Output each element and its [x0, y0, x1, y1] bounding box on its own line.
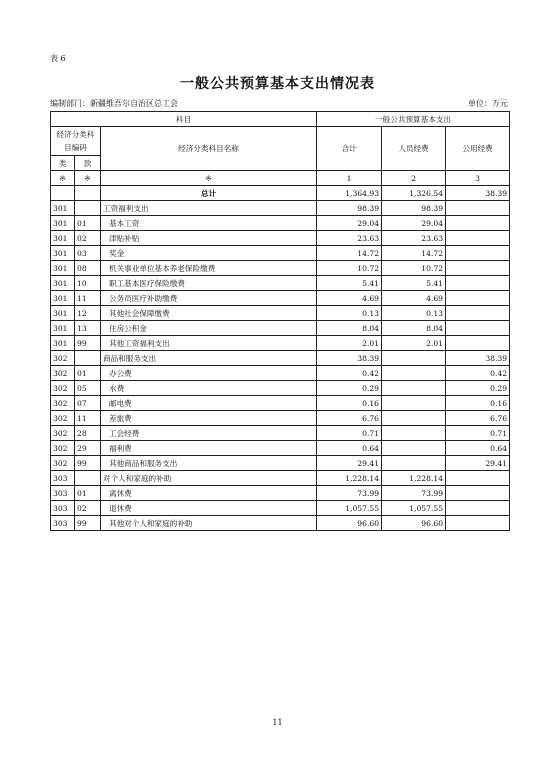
row-public: [446, 276, 510, 291]
row-personnel: [382, 396, 446, 411]
row-name: 住房公积金: [101, 321, 317, 336]
table-row: [51, 501, 510, 516]
row-class-code: 303: [51, 486, 75, 501]
page-title: 一般公共预算基本支出情况表: [180, 76, 375, 92]
row-public: 29.41: [446, 456, 510, 471]
row-item-code: [75, 351, 101, 366]
department-label: 编制部门：新疆维吾尔自治区总工会: [50, 99, 178, 108]
row-public: 0.71: [446, 426, 510, 441]
row-class-code: 301: [51, 276, 75, 291]
table-row: [51, 441, 510, 456]
row-personnel: [382, 441, 446, 456]
row-personnel: [382, 381, 446, 396]
table-row: [51, 186, 510, 201]
row-class-code: 302: [51, 366, 75, 381]
row-item-code: 99: [75, 516, 101, 531]
public-header: 公用经费: [446, 127, 510, 171]
row-item-code: 02: [75, 501, 101, 516]
row-personnel: 10.72: [382, 261, 446, 276]
table-row: [51, 456, 510, 471]
row-item-code: [75, 471, 101, 486]
row-total: 14.72: [317, 246, 382, 261]
col-number-3: 3: [446, 171, 510, 186]
mark-kuan: ※: [75, 171, 101, 186]
row-personnel: 14.72: [382, 246, 446, 261]
row-total: 96.60: [317, 516, 382, 531]
row-class-code: 303: [51, 471, 75, 486]
row-item-code: 05: [75, 381, 101, 396]
row-item-code: 02: [75, 231, 101, 246]
row-class-code: 301: [51, 216, 75, 231]
row-name: 其他对个人和家庭的补助: [101, 516, 317, 531]
row-class-code: 302: [51, 441, 75, 456]
row-class-code: 301: [51, 306, 75, 321]
col-number-2: 2: [382, 171, 446, 186]
table-row: [51, 321, 510, 336]
row-public: [446, 501, 510, 516]
row-class-code: [51, 186, 75, 201]
row-item-code: 28: [75, 426, 101, 441]
row-name: 差旅费: [101, 411, 317, 426]
row-total: 98.39: [317, 201, 382, 216]
mark-lei: ※: [51, 171, 75, 186]
row-public: [446, 231, 510, 246]
row-name: 水费: [101, 381, 317, 396]
row-class-code: 302: [51, 456, 75, 471]
row-name: 其他社会保障缴费: [101, 306, 317, 321]
row-item-code: 01: [75, 486, 101, 501]
row-name: 机关事业单位基本养老保险缴费: [101, 261, 317, 276]
row-personnel: [382, 366, 446, 381]
row-total: 1,228.14: [317, 471, 382, 486]
row-class-code: 301: [51, 231, 75, 246]
class-name-header: 经济分类科目名称: [101, 127, 317, 171]
row-total: 10.72: [317, 261, 382, 276]
row-class-code: 301: [51, 321, 75, 336]
row-personnel: [382, 411, 446, 426]
row-public: [446, 291, 510, 306]
col-number-1: 1: [317, 171, 382, 186]
subject-header: 科目: [51, 112, 317, 127]
row-total: 0.64: [317, 441, 382, 456]
row-total: 8.04: [317, 321, 382, 336]
page-number: 11: [272, 718, 283, 727]
row-personnel: 8.04: [382, 321, 446, 336]
row-name: 总计: [101, 186, 317, 201]
row-name: 职工基本医疗保险缴费: [101, 276, 317, 291]
row-total: 73.99: [317, 486, 382, 501]
row-personnel: 29.04: [382, 216, 446, 231]
row-public: 0.16: [446, 396, 510, 411]
row-public: [446, 306, 510, 321]
row-item-code: 11: [75, 411, 101, 426]
table-row: [51, 471, 510, 486]
table-row: [51, 486, 510, 501]
unit-label: 单位：万元: [468, 99, 508, 108]
table-row: [51, 261, 510, 276]
row-personnel: 5.41: [382, 276, 446, 291]
row-name: 工资福利支出: [101, 201, 317, 216]
row-public: [446, 486, 510, 501]
table-row: [51, 516, 510, 531]
row-name: 邮电费: [101, 396, 317, 411]
row-personnel: 23.63: [382, 231, 446, 246]
row-name: 退休费: [101, 501, 317, 516]
row-personnel: [382, 351, 446, 366]
table-row: [51, 396, 510, 411]
row-public: 6.76: [446, 411, 510, 426]
row-personnel: 4.69: [382, 291, 446, 306]
row-name: 基本工资: [101, 216, 317, 231]
row-item-code: 99: [75, 456, 101, 471]
table-row: [51, 351, 510, 366]
row-public: [446, 246, 510, 261]
row-class-code: 301: [51, 336, 75, 351]
row-item-code: 12: [75, 306, 101, 321]
row-name: 工会经费: [101, 426, 317, 441]
row-class-code: 303: [51, 516, 75, 531]
row-item-code: 11: [75, 291, 101, 306]
header-row-4: [51, 171, 510, 186]
row-total: 2.01: [317, 336, 382, 351]
table-row: [51, 336, 510, 351]
row-total: 0.29: [317, 381, 382, 396]
table-row: [51, 276, 510, 291]
row-total: 1,364.93: [317, 186, 382, 201]
row-name: 离休费: [101, 486, 317, 501]
row-personnel: 98.39: [382, 201, 446, 216]
header-row-1: [51, 112, 510, 127]
table-row: [51, 366, 510, 381]
row-name: 其他工资福利支出: [101, 336, 317, 351]
row-public: 38.39: [446, 186, 510, 201]
row-personnel: 1,326.54: [382, 186, 446, 201]
table-row: [51, 291, 510, 306]
row-personnel: 1,057.55: [382, 501, 446, 516]
row-item-code: 01: [75, 366, 101, 381]
header-row-2: [51, 127, 510, 156]
row-total: 0.71: [317, 426, 382, 441]
row-personnel: 0.13: [382, 306, 446, 321]
table-row: [51, 426, 510, 441]
row-name: 商品和服务支出: [101, 351, 317, 366]
budget-header: 一般公共预算基本支出: [317, 112, 510, 127]
row-public: [446, 201, 510, 216]
row-total: 29.04: [317, 216, 382, 231]
class-code-header: 经济分类科目编码: [51, 127, 101, 156]
row-item-code: 08: [75, 261, 101, 276]
table-row: [51, 216, 510, 231]
row-name: 公务员医疗补助缴费: [101, 291, 317, 306]
row-total: 38.39: [317, 351, 382, 366]
row-personnel: 96.60: [382, 516, 446, 531]
row-total: 0.16: [317, 396, 382, 411]
table-row: [51, 231, 510, 246]
row-item-code: 29: [75, 441, 101, 456]
table-row: [51, 381, 510, 396]
row-class-code: 301: [51, 246, 75, 261]
row-public: [446, 471, 510, 486]
row-public: 0.29: [446, 381, 510, 396]
total-header: 合计: [317, 127, 382, 171]
row-class-code: 302: [51, 351, 75, 366]
row-personnel: 2.01: [382, 336, 446, 351]
row-public: [446, 516, 510, 531]
row-class-code: 303: [51, 501, 75, 516]
row-total: 4.69: [317, 291, 382, 306]
row-class-code: 301: [51, 261, 75, 276]
row-name: 其他商品和服务支出: [101, 456, 317, 471]
row-class-code: 302: [51, 411, 75, 426]
row-name: 办公费: [101, 366, 317, 381]
row-class-code: 302: [51, 381, 75, 396]
row-class-code: 302: [51, 426, 75, 441]
row-public: [446, 216, 510, 231]
lei-header: 类: [51, 156, 75, 171]
table-row: [51, 246, 510, 261]
row-total: 5.41: [317, 276, 382, 291]
table-number: 表 6: [50, 54, 66, 63]
row-public: 0.64: [446, 441, 510, 456]
row-name: 福利费: [101, 441, 317, 456]
row-class-code: 301: [51, 291, 75, 306]
row-item-code: 13: [75, 321, 101, 336]
table-row: [51, 306, 510, 321]
row-item-code: 03: [75, 246, 101, 261]
row-total: 29.41: [317, 456, 382, 471]
row-item-code: 07: [75, 396, 101, 411]
table-row: [51, 411, 510, 426]
row-total: 6.76: [317, 411, 382, 426]
row-item-code: 99: [75, 336, 101, 351]
mark-name: ※: [101, 171, 317, 186]
row-total: 0.13: [317, 306, 382, 321]
row-item-code: [75, 186, 101, 201]
row-personnel: [382, 426, 446, 441]
row-item-code: 10: [75, 276, 101, 291]
table-row: [51, 201, 510, 216]
row-personnel: 1,228.14: [382, 471, 446, 486]
row-item-code: 01: [75, 216, 101, 231]
row-public: [446, 321, 510, 336]
row-class-code: 301: [51, 201, 75, 216]
row-class-code: 302: [51, 396, 75, 411]
row-name: 对个人和家庭的补助: [101, 471, 317, 486]
row-personnel: [382, 456, 446, 471]
personnel-header: 人员经费: [382, 127, 446, 171]
kuan-header: 款: [75, 156, 101, 171]
row-total: 23.63: [317, 231, 382, 246]
row-total: 0.42: [317, 366, 382, 381]
row-public: [446, 261, 510, 276]
row-name: 奖金: [101, 246, 317, 261]
row-personnel: 73.99: [382, 486, 446, 501]
row-total: 1,057.55: [317, 501, 382, 516]
row-public: [446, 336, 510, 351]
budget-table: [50, 111, 510, 531]
row-public: 0.42: [446, 366, 510, 381]
row-name: 津贴补贴: [101, 231, 317, 246]
row-public: 38.39: [446, 351, 510, 366]
row-item-code: [75, 201, 101, 216]
